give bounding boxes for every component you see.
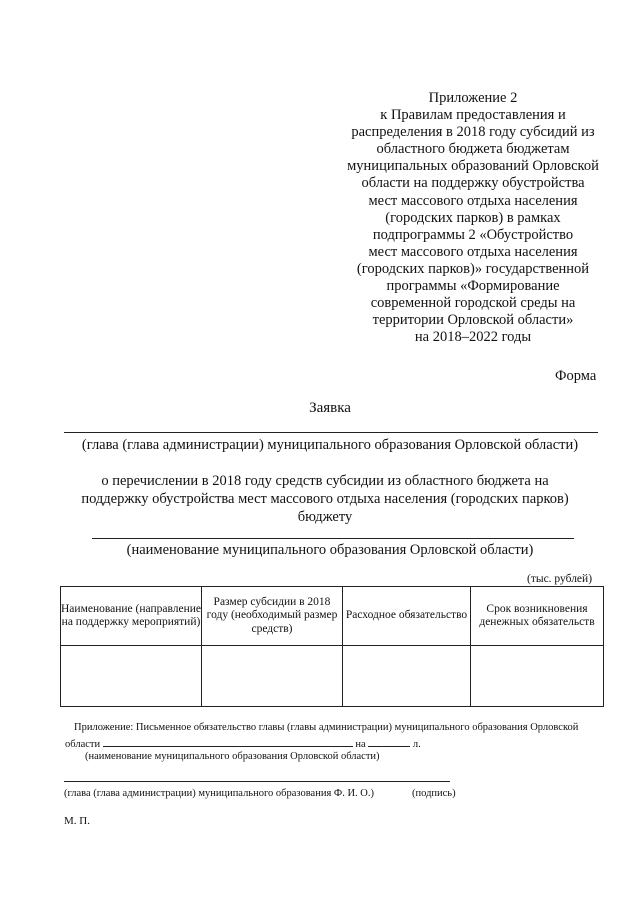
signature-name-caption: (глава (глава администрации) муниципального образования Ф. И. О.): [64, 788, 374, 799]
signature-caption: (подпись): [412, 788, 456, 799]
intro-line: бюджету: [297, 509, 353, 525]
col-header-deadline: Срок возникновения денежных обязательств: [471, 587, 604, 646]
stamp-label: М. П.: [64, 815, 90, 827]
note-line-1: Приложение: Письменное обязательство главы (главы администрации) муниципального образования Орловской: [74, 722, 579, 733]
table-header-row: [61, 587, 604, 646]
subsidy-table: [60, 586, 604, 707]
intro-line: о перечислении в 2018 году средств субсидии из областного бюджета на: [101, 473, 549, 489]
table-cell-amount[interactable]: [202, 646, 343, 707]
document-title: Заявка: [309, 400, 351, 416]
intro-text: [0, 472, 640, 526]
appendix-line: мест массового отдыха населения: [368, 243, 578, 260]
table-cell-name[interactable]: [61, 646, 202, 707]
form-label: Форма: [555, 368, 597, 384]
head-caption: (глава (глава администрации) муниципального образования Орловской области): [81, 437, 579, 453]
note-prefix: области: [65, 739, 101, 750]
appendix-line: территории Орловской области»: [372, 312, 574, 329]
appendix-line: (городских парков) в рамках: [385, 209, 561, 226]
appendix-line: муниципальных образований Орловской: [347, 158, 599, 175]
appendix-line: современной городской среды на: [370, 295, 576, 312]
municipality-fill-line: [92, 538, 574, 539]
table-cell-deadline[interactable]: [471, 646, 604, 707]
appendix-line: программы «Формирование: [386, 278, 560, 295]
appendix-line: Приложение 2: [428, 90, 518, 106]
signature-fill-line: [64, 781, 450, 782]
appendix-line: к Правилам предоставления и: [380, 107, 566, 124]
units-label: (тыс. рублей): [527, 573, 593, 585]
col-header-obligation: Расходное обязательство: [343, 587, 471, 646]
appendix-line: областного бюджета бюджетам: [376, 141, 570, 158]
appendix-line: на 2018–2022 годы: [414, 329, 532, 346]
table-cell-obligation[interactable]: [343, 646, 471, 707]
note-line-3: (наименование муниципального образования Орловской области): [85, 751, 380, 762]
note-pages-blank[interactable]: [368, 737, 410, 747]
appendix-header: [318, 90, 628, 346]
appendix-line: подпрограммы 2 «Обустройство: [372, 226, 574, 243]
note-municipality-blank[interactable]: [103, 737, 353, 747]
note-na: на: [355, 739, 366, 750]
appendix-line: (городских парков)» государственной: [356, 260, 590, 277]
head-fill-line: [64, 432, 598, 433]
municipality-caption: (наименование муниципального образования Орловской области): [126, 542, 534, 558]
table-row: [61, 646, 604, 707]
col-header-name: Наименование (направление на поддержку мероприятий): [61, 587, 202, 646]
col-header-amount: Размер субсидии в 2018 году (необходимый размер средств): [202, 587, 343, 646]
note-line-2: [65, 737, 421, 750]
intro-line: поддержку обустройства мест массового отдыха населения (городских парков): [81, 491, 569, 507]
appendix-line: распределения в 2018 году субсидий из: [351, 124, 595, 141]
note-pages-label: л.: [412, 739, 421, 750]
appendix-line: мест массового отдыха населения: [368, 192, 578, 209]
appendix-line: области на поддержку обустройства: [361, 175, 585, 192]
